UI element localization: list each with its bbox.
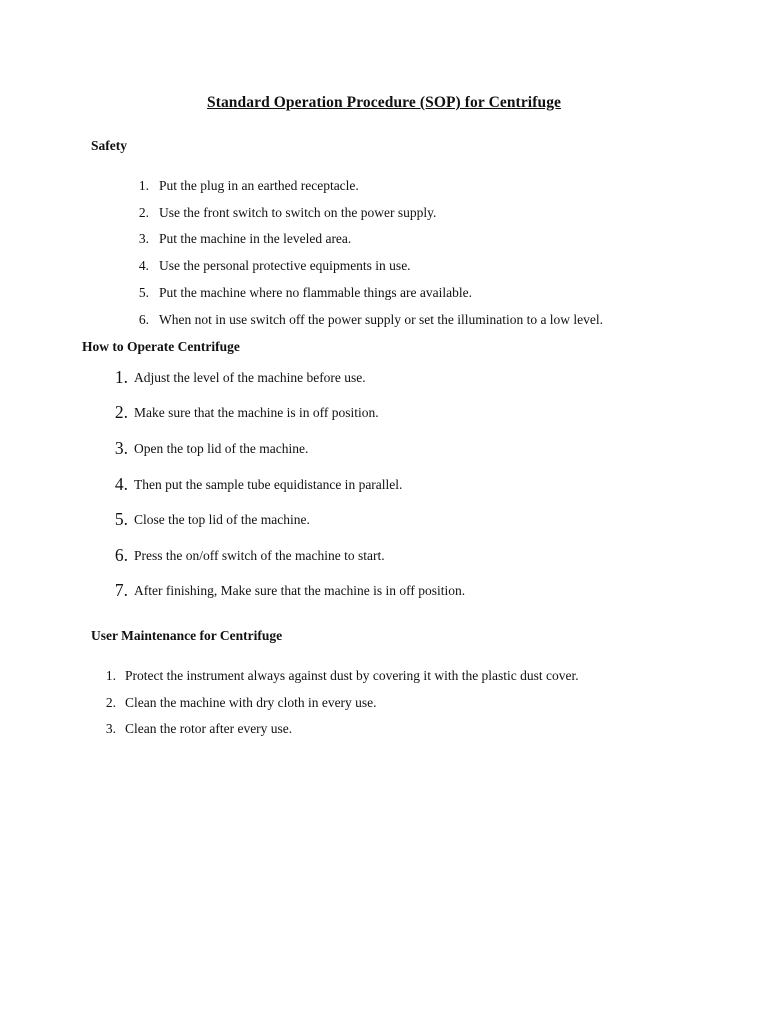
operate-list-item <box>112 402 379 423</box>
document-title: Standard Operation Procedure (SOP) for Centrifuge <box>206 94 562 111</box>
list-number: 2. <box>114 402 128 422</box>
safety-list-item <box>137 258 411 274</box>
list-item-text: Put the plug in an earthed receptacle. <box>159 178 359 193</box>
list-item-text: When not in use switch off the power supply or set the illumination to a low level. <box>159 312 604 327</box>
list-item-text: Open the top lid of the machine. <box>134 441 309 456</box>
list-number: 1. <box>138 178 149 193</box>
operate-list-item <box>112 474 403 495</box>
operate-list-item <box>112 580 466 601</box>
list-item-text: Clean the machine with dry cloth in every use. <box>125 695 377 710</box>
maintenance-heading: User Maintenance for Centrifuge <box>91 628 283 643</box>
list-item-text: Then put the sample tube equidistance in parallel. <box>134 477 403 492</box>
safety-list-item <box>137 205 437 221</box>
list-number: 3. <box>105 721 116 736</box>
list-item-text: Make sure that the machine is in off position. <box>134 405 379 420</box>
list-item-text: Adjust the level of the machine before use. <box>134 370 366 385</box>
list-number: 2. <box>105 695 116 710</box>
safety-list-item <box>137 178 359 194</box>
list-number: 7. <box>114 580 128 600</box>
list-number: 6. <box>138 312 149 327</box>
list-number: 1. <box>105 668 116 683</box>
list-item-text: Press the on/off switch of the machine to start. <box>134 548 385 563</box>
operate-list-item <box>112 438 309 459</box>
operate-heading: How to Operate Centrifuge <box>82 339 240 354</box>
list-number: 2. <box>138 205 149 220</box>
list-item-text: Put the machine where no flammable things are available. <box>159 285 473 300</box>
list-number: 3. <box>138 231 149 246</box>
maintenance-list-item <box>104 695 377 711</box>
maintenance-list-item <box>104 668 579 684</box>
list-number: 4. <box>114 474 128 494</box>
list-number: 4. <box>138 258 149 273</box>
operate-list-item <box>112 367 366 388</box>
safety-heading: Safety <box>91 138 127 153</box>
list-item-text: After finishing, Make sure that the machine is in off position. <box>134 583 466 598</box>
list-item-text: Close the top lid of the machine. <box>134 512 310 527</box>
list-number: 5. <box>114 509 128 529</box>
list-item-text: Clean the rotor after every use. <box>125 721 293 736</box>
operate-list-item <box>112 545 385 566</box>
list-number: 1. <box>114 367 128 387</box>
list-item-text: Use the front switch to switch on the power supply. <box>159 205 437 220</box>
safety-list-item <box>137 231 352 247</box>
list-number: 6. <box>114 545 128 565</box>
list-number: 3. <box>114 438 128 458</box>
operate-list-item <box>112 509 310 530</box>
list-item-text: Put the machine in the leveled area. <box>159 231 352 246</box>
list-item-text: Protect the instrument always against dust by covering it with the plastic dust cover. <box>125 668 579 683</box>
list-item-text: Use the personal protective equipments in use. <box>159 258 411 273</box>
safety-list-item <box>137 285 473 301</box>
safety-list-item <box>137 312 604 328</box>
list-number: 5. <box>138 285 149 300</box>
maintenance-list-item <box>104 721 293 737</box>
